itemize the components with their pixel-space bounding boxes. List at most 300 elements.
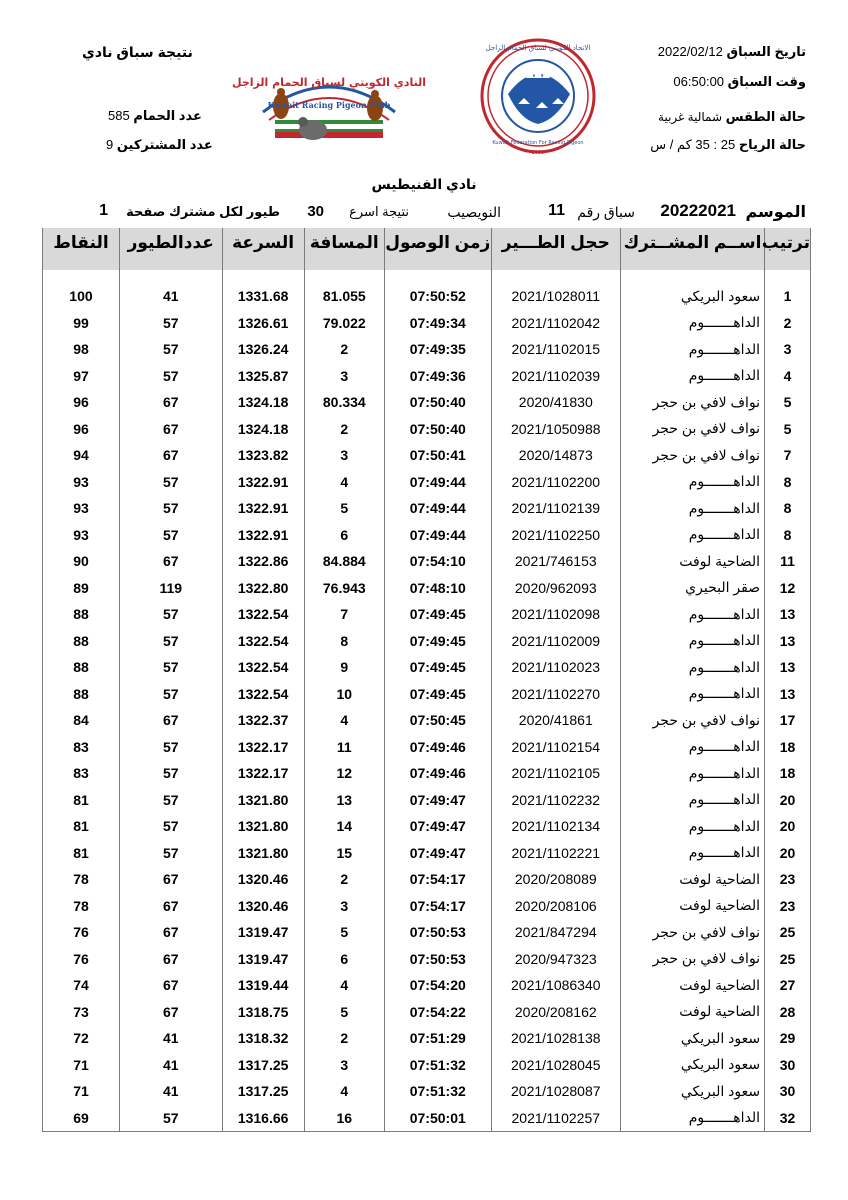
cell-birds: 67: [119, 442, 222, 469]
cell-arrival: 07:49:44: [384, 495, 491, 522]
cell-distance: 84.884: [304, 548, 384, 575]
cell-ring: 2021/1086340: [491, 972, 620, 999]
cell-distance: 81.055: [304, 283, 384, 310]
club-logo-english: Kuwait Racing Pigeon Club: [267, 100, 391, 110]
cell-arrival: 07:51:32: [384, 1078, 491, 1105]
cell-arrival: 07:49:45: [384, 681, 491, 708]
cell-arrival: 07:50:53: [384, 946, 491, 973]
weather: [658, 109, 806, 125]
cell-birds: 57: [119, 601, 222, 628]
cell-arrival: 07:49:34: [384, 310, 491, 337]
cell-rank: 8: [765, 495, 811, 522]
cell-participant: نواف لافي بن حجر: [620, 707, 764, 734]
cell-speed: 1321.80: [222, 787, 304, 814]
season-value: 20222021: [660, 201, 736, 220]
col-ring-header: حجل الطـــير: [491, 228, 620, 270]
cell-ring: 2021/1028011: [491, 283, 620, 310]
cell-rank: 28: [765, 999, 811, 1026]
cell-rank: 32: [765, 1105, 811, 1132]
cell-speed: 1320.46: [222, 866, 304, 893]
cell-arrival: 07:49:36: [384, 363, 491, 390]
cell-distance: 8: [304, 628, 384, 655]
cell-participant: سعود البريكي: [620, 1078, 764, 1105]
cell-points: 93: [43, 469, 120, 496]
cell-participant: الضاحية لوفت: [620, 548, 764, 575]
cell-ring: 2021/1028087: [491, 1078, 620, 1105]
cell-distance: 11: [304, 734, 384, 761]
cell-arrival: 07:50:52: [384, 283, 491, 310]
table-row: [43, 469, 811, 496]
cell-speed: 1324.18: [222, 416, 304, 443]
table-row: [43, 893, 811, 920]
cell-arrival: 07:51:32: [384, 1052, 491, 1079]
cell-ring: 2020/208162: [491, 999, 620, 1026]
cell-distance: 13: [304, 787, 384, 814]
cell-arrival: 07:49:44: [384, 469, 491, 496]
federation-logo-year: 2009: [531, 150, 545, 156]
per-member-label: طيور لكل مشترك صفحة: [126, 204, 280, 219]
cell-distance: 5: [304, 919, 384, 946]
cell-distance: 4: [304, 469, 384, 496]
cell-arrival: 07:49:47: [384, 787, 491, 814]
cell-participant: الداهـــــــوم: [620, 601, 764, 628]
cell-speed: 1322.91: [222, 522, 304, 549]
cell-distance: 3: [304, 442, 384, 469]
table-row: [43, 1105, 811, 1132]
cell-speed: 1318.75: [222, 999, 304, 1026]
race-number-value: 11: [548, 202, 565, 219]
cell-speed: 1322.54: [222, 681, 304, 708]
cell-arrival: 07:51:29: [384, 1025, 491, 1052]
cell-points: 72: [43, 1025, 120, 1052]
cell-birds: 67: [119, 389, 222, 416]
cell-rank: 18: [765, 734, 811, 761]
club-result-title: نتيجة سباق نادي: [82, 44, 193, 60]
cell-rank: 20: [765, 840, 811, 867]
cell-rank: 13: [765, 601, 811, 628]
cell-ring: 2020/41861: [491, 707, 620, 734]
cell-rank: 25: [765, 919, 811, 946]
participants-label: عدد المشتركين: [116, 137, 213, 152]
cell-birds: 67: [119, 866, 222, 893]
cell-arrival: 07:50:45: [384, 707, 491, 734]
col-points-header: النقاط: [43, 228, 120, 270]
federation-logo-arabic: الاتحاد الكويتي لسباق الحمام الزاجل: [485, 44, 591, 52]
pigeons-label: عدد الحمام: [133, 108, 202, 123]
cell-participant: الداهـــــــوم: [620, 310, 764, 337]
cell-participant: الداهـــــــوم: [620, 787, 764, 814]
participants-value: 9: [106, 137, 114, 152]
cell-distance: 15: [304, 840, 384, 867]
cell-distance: 4: [304, 707, 384, 734]
cell-speed: 1322.54: [222, 654, 304, 681]
cell-speed: 1326.61: [222, 310, 304, 337]
participants-count: [106, 137, 213, 153]
cell-arrival: 07:49:45: [384, 628, 491, 655]
cell-ring: 2021/1102015: [491, 336, 620, 363]
cell-distance: 2: [304, 1025, 384, 1052]
cell-ring: 2021/1102023: [491, 654, 620, 681]
cell-speed: 1321.80: [222, 840, 304, 867]
cell-ring: 2021/1102098: [491, 601, 620, 628]
cell-rank: 30: [765, 1052, 811, 1079]
table-row: [43, 813, 811, 840]
cell-speed: 1322.91: [222, 495, 304, 522]
cell-rank: 11: [765, 548, 811, 575]
cell-points: 84: [43, 707, 120, 734]
cell-points: 98: [43, 336, 120, 363]
cell-ring: 2021/1028045: [491, 1052, 620, 1079]
cell-participant: الداهـــــــوم: [620, 840, 764, 867]
cell-birds: 67: [119, 919, 222, 946]
cell-distance: 14: [304, 813, 384, 840]
col-distance-header: المسافة: [304, 228, 384, 270]
pigeons-value: 585: [108, 108, 130, 123]
cell-birds: 57: [119, 787, 222, 814]
cell-birds: 57: [119, 734, 222, 761]
result-label: نتيجة اسرع: [349, 204, 409, 219]
cell-distance: 3: [304, 1052, 384, 1079]
cell-distance: 6: [304, 946, 384, 973]
table-row: [43, 416, 811, 443]
cell-rank: 3: [765, 336, 811, 363]
cell-distance: 2: [304, 416, 384, 443]
cell-speed: 1318.32: [222, 1025, 304, 1052]
race-time-label: وقت السباق: [727, 74, 806, 89]
cell-speed: 1331.68: [222, 283, 304, 310]
cell-participant: نواف لافي بن حجر: [620, 389, 764, 416]
cell-arrival: 07:48:10: [384, 575, 491, 602]
cell-participant: الداهـــــــوم: [620, 336, 764, 363]
cell-arrival: 07:50:41: [384, 442, 491, 469]
cell-participant: سعود البريكي: [620, 1025, 764, 1052]
cell-rank: 27: [765, 972, 811, 999]
cell-arrival: 07:54:10: [384, 548, 491, 575]
table-row: [43, 310, 811, 337]
table-row: [43, 363, 811, 390]
cell-birds: 67: [119, 972, 222, 999]
col-birds-header: عددالطيور: [119, 228, 222, 270]
cell-points: 97: [43, 363, 120, 390]
cell-arrival: 07:50:53: [384, 919, 491, 946]
cell-points: 81: [43, 787, 120, 814]
cell-rank: 23: [765, 866, 811, 893]
cell-points: 71: [43, 1052, 120, 1079]
cell-ring: 2020/208089: [491, 866, 620, 893]
federation-logo-english: Kuwait Federation For Racing Pigeon: [492, 140, 584, 146]
cell-ring: 2021/1102232: [491, 787, 620, 814]
cell-participant: الداهـــــــوم: [620, 628, 764, 655]
race-date-label: تاريخ السباق: [726, 44, 806, 59]
cell-arrival: 07:50:40: [384, 389, 491, 416]
cell-arrival: 07:54:17: [384, 866, 491, 893]
col-participant-header: اســم المشــترك: [620, 228, 764, 270]
cell-points: 88: [43, 628, 120, 655]
cell-birds: 57: [119, 681, 222, 708]
cell-ring: 2021/847294: [491, 919, 620, 946]
cell-points: 83: [43, 734, 120, 761]
cell-distance: 12: [304, 760, 384, 787]
cell-points: 100: [43, 283, 120, 310]
cell-rank: 17: [765, 707, 811, 734]
cell-participant: صقر البحيري: [620, 575, 764, 602]
cell-participant: الداهـــــــوم: [620, 469, 764, 496]
table-row: [43, 919, 811, 946]
cell-participant: نواف لافي بن حجر: [620, 946, 764, 973]
cell-points: 99: [43, 310, 120, 337]
club-logo: [232, 42, 426, 154]
season-label: الموسم: [745, 204, 806, 221]
cell-birds: 41: [119, 1025, 222, 1052]
cell-birds: 41: [119, 1052, 222, 1079]
cell-ring: 2020/962093: [491, 575, 620, 602]
cell-rank: 23: [765, 893, 811, 920]
table-row: [43, 840, 811, 867]
cell-arrival: 07:54:20: [384, 972, 491, 999]
cell-arrival: 07:49:35: [384, 336, 491, 363]
cell-rank: 20: [765, 787, 811, 814]
table-row: [43, 1025, 811, 1052]
cell-speed: 1322.91: [222, 469, 304, 496]
cell-birds: 57: [119, 760, 222, 787]
cell-speed: 1325.87: [222, 363, 304, 390]
cell-speed: 1319.47: [222, 946, 304, 973]
cell-birds: 57: [119, 654, 222, 681]
table-row: [43, 681, 811, 708]
cell-birds: 57: [119, 495, 222, 522]
club-logo-arabic: النادي الكويتي لسباق الحمام الزاجل: [232, 76, 426, 89]
cell-points: 88: [43, 601, 120, 628]
table-header-row: [43, 228, 811, 270]
table-row: [43, 522, 811, 549]
cell-participant: نواف لافي بن حجر: [620, 442, 764, 469]
cell-ring: 2021/1102009: [491, 628, 620, 655]
cell-distance: 80.334: [304, 389, 384, 416]
cell-rank: 18: [765, 760, 811, 787]
cell-ring: 2021/1102105: [491, 760, 620, 787]
cell-points: 93: [43, 522, 120, 549]
cell-ring: 2021/746153: [491, 548, 620, 575]
cell-participant: الداهـــــــوم: [620, 681, 764, 708]
page-number: 1: [99, 202, 108, 219]
cell-birds: 119: [119, 575, 222, 602]
cell-points: 73: [43, 999, 120, 1026]
cell-birds: 57: [119, 813, 222, 840]
weather-label: حالة الطقس: [725, 109, 806, 124]
cell-participant: الداهـــــــوم: [620, 495, 764, 522]
cell-speed: 1326.24: [222, 336, 304, 363]
cell-points: 81: [43, 840, 120, 867]
season-line: [40, 200, 806, 224]
cell-ring: 2021/1102270: [491, 681, 620, 708]
cell-ring: 2021/1102154: [491, 734, 620, 761]
cell-birds: 57: [119, 363, 222, 390]
cell-points: 74: [43, 972, 120, 999]
cell-birds: 41: [119, 283, 222, 310]
cell-ring: 2021/1102250: [491, 522, 620, 549]
cell-points: 88: [43, 681, 120, 708]
cell-speed: 1322.54: [222, 601, 304, 628]
cell-rank: 13: [765, 628, 811, 655]
cell-distance: 2: [304, 866, 384, 893]
cell-birds: 67: [119, 946, 222, 973]
cell-rank: 2: [765, 310, 811, 337]
cell-distance: 3: [304, 893, 384, 920]
cell-speed: 1323.82: [222, 442, 304, 469]
cell-birds: 57: [119, 840, 222, 867]
cell-birds: 57: [119, 310, 222, 337]
cell-participant: سعود البريكي: [620, 1052, 764, 1079]
cell-speed: 1316.66: [222, 1105, 304, 1132]
cell-speed: 1322.17: [222, 734, 304, 761]
cell-speed: 1317.25: [222, 1052, 304, 1079]
cell-birds: 67: [119, 893, 222, 920]
cell-participant: سعود البريكي: [620, 283, 764, 310]
cell-distance: 3: [304, 363, 384, 390]
cell-distance: 79.022: [304, 310, 384, 337]
table-row: [43, 548, 811, 575]
cell-distance: 5: [304, 999, 384, 1026]
cell-rank: 30: [765, 1078, 811, 1105]
cell-distance: 6: [304, 522, 384, 549]
cell-arrival: 07:49:47: [384, 840, 491, 867]
cell-participant: الداهـــــــوم: [620, 1105, 764, 1132]
cell-rank: 20: [765, 813, 811, 840]
cell-points: 78: [43, 866, 120, 893]
cell-rank: 25: [765, 946, 811, 973]
results-table: [42, 228, 811, 1132]
cell-points: 93: [43, 495, 120, 522]
cell-points: 69: [43, 1105, 120, 1132]
cell-birds: 57: [119, 336, 222, 363]
cell-arrival: 07:49:46: [384, 734, 491, 761]
cell-rank: 29: [765, 1025, 811, 1052]
wind: [650, 137, 806, 153]
cell-rank: 8: [765, 469, 811, 496]
federation-logo: [478, 34, 600, 162]
table-row: [43, 1052, 811, 1079]
cell-ring: 2020/208106: [491, 893, 620, 920]
col-rank-header: ترتيب: [765, 228, 811, 270]
cell-participant: الضاحية لوفت: [620, 999, 764, 1026]
cell-ring: 2021/1028138: [491, 1025, 620, 1052]
cell-ring: 2021/1050988: [491, 416, 620, 443]
cell-ring: 2020/947323: [491, 946, 620, 973]
table-row: [43, 336, 811, 363]
cell-birds: 57: [119, 1105, 222, 1132]
table-row: [43, 707, 811, 734]
cell-birds: 67: [119, 548, 222, 575]
cell-birds: 67: [119, 999, 222, 1026]
table-row: [43, 787, 811, 814]
cell-points: 96: [43, 389, 120, 416]
table-row: [43, 601, 811, 628]
race-date: [658, 44, 806, 60]
cell-speed: 1319.47: [222, 919, 304, 946]
race-date-value: 2022/02/12: [657, 44, 723, 59]
cell-distance: 10: [304, 681, 384, 708]
cell-speed: 1317.25: [222, 1078, 304, 1105]
cell-birds: 57: [119, 469, 222, 496]
table-row: [43, 283, 811, 310]
cell-points: 76: [43, 946, 120, 973]
cell-rank: 4: [765, 363, 811, 390]
cell-ring: 2020/41830: [491, 389, 620, 416]
cell-ring: 2021/1102257: [491, 1105, 620, 1132]
cell-points: 96: [43, 416, 120, 443]
cell-rank: 7: [765, 442, 811, 469]
table-row: [43, 575, 811, 602]
table-row: [43, 946, 811, 973]
cell-points: 94: [43, 442, 120, 469]
cell-birds: 67: [119, 416, 222, 443]
cell-participant: الداهـــــــوم: [620, 654, 764, 681]
cell-ring: 2020/14873: [491, 442, 620, 469]
weather-value: شمالية غربية: [658, 110, 722, 124]
table-row: [43, 866, 811, 893]
cell-participant: الضاحية لوفت: [620, 866, 764, 893]
cell-speed: 1322.54: [222, 628, 304, 655]
cell-arrival: 07:49:44: [384, 522, 491, 549]
cell-rank: 13: [765, 654, 811, 681]
cell-points: 81: [43, 813, 120, 840]
pigeons-count: [108, 108, 202, 124]
station-name: النويصيب: [447, 204, 501, 220]
cell-participant: الداهـــــــوم: [620, 734, 764, 761]
table-row: [43, 495, 811, 522]
cell-rank: 12: [765, 575, 811, 602]
fastest-count: 30: [307, 203, 324, 220]
cell-distance: 7: [304, 601, 384, 628]
table-row: [43, 760, 811, 787]
cell-speed: 1322.37: [222, 707, 304, 734]
race-time: [673, 74, 806, 90]
cell-ring: 2021/1102139: [491, 495, 620, 522]
race-number-label: سباق رقم: [577, 204, 635, 220]
cell-speed: 1321.80: [222, 813, 304, 840]
table-spacer-row: [43, 270, 811, 283]
cell-ring: 2021/1102221: [491, 840, 620, 867]
cell-arrival: 07:50:40: [384, 416, 491, 443]
cell-speed: 1320.46: [222, 893, 304, 920]
cell-distance: 16: [304, 1105, 384, 1132]
cell-arrival: 07:50:01: [384, 1105, 491, 1132]
table-row: [43, 734, 811, 761]
cell-points: 83: [43, 760, 120, 787]
cell-points: 71: [43, 1078, 120, 1105]
cell-distance: 4: [304, 1078, 384, 1105]
club-name: نادي الفنيطيس: [371, 176, 477, 192]
cell-distance: 76.943: [304, 575, 384, 602]
cell-rank: 13: [765, 681, 811, 708]
cell-arrival: 07:54:22: [384, 999, 491, 1026]
cell-points: 89: [43, 575, 120, 602]
cell-ring: 2021/1102042: [491, 310, 620, 337]
wind-value: 25 : 35 كم / س: [650, 137, 736, 152]
cell-participant: الداهـــــــوم: [620, 813, 764, 840]
cell-speed: 1322.86: [222, 548, 304, 575]
cell-arrival: 07:49:45: [384, 601, 491, 628]
cell-ring: 2021/1102039: [491, 363, 620, 390]
cell-speed: 1319.44: [222, 972, 304, 999]
race-time-value: 06:50:00: [673, 74, 725, 89]
table-row: [43, 628, 811, 655]
cell-participant: الداهـــــــوم: [620, 363, 764, 390]
cell-birds: 57: [119, 522, 222, 549]
cell-birds: 41: [119, 1078, 222, 1105]
table-row: [43, 999, 811, 1026]
cell-participant: الداهـــــــوم: [620, 760, 764, 787]
